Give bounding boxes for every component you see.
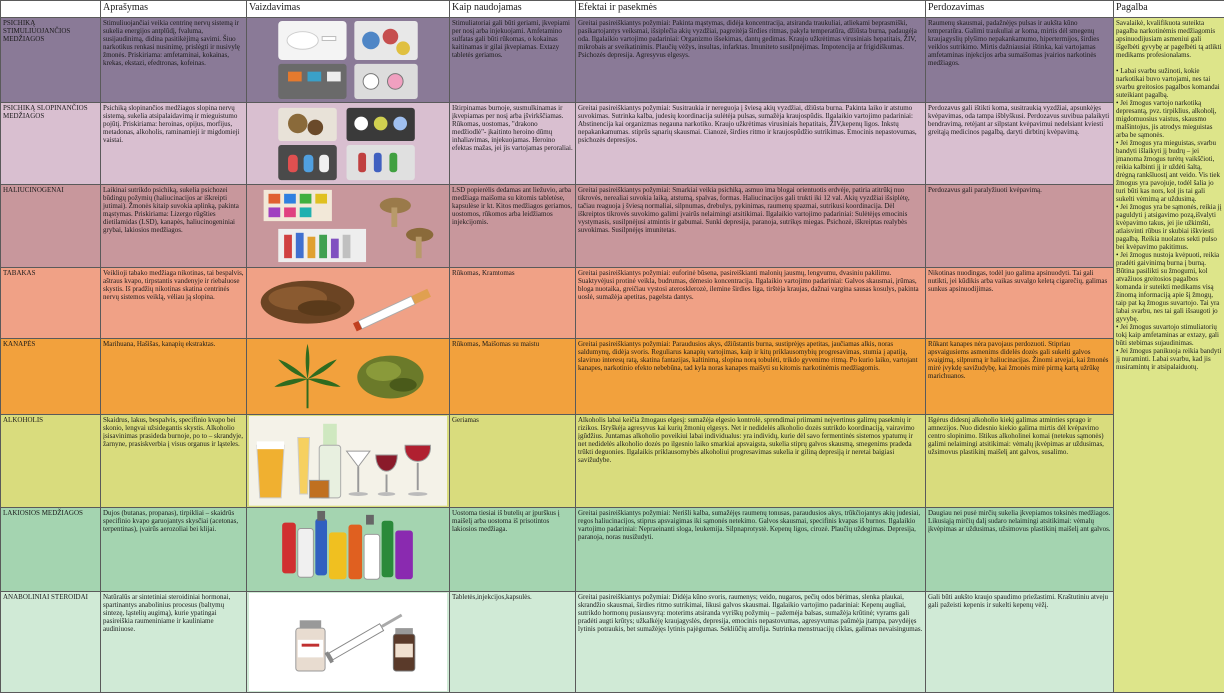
hallucinogens-image	[247, 184, 450, 267]
effects-cell[interactable]: Greitai pasireiškiantys požymiai: Smarkiai veikia psichiką, asmuo ima blogai orientuotis erdvėje, patiria atitrūkį nuo tikrovės, nerealiai suvokia laiką, atstumą, spalvas, formas. Haliucinacijos gali trukti iki 12 val. Akių vyzdžiai išsiplėtę, tačiau reaguoja į šviesą normaliai, silpnumas, drebulys, pykinimas, raumenų spazmai, sutrikusi koordinacija. Dėl iškreiptos tikrovės suvokimo galimi įvairūs nelaimingi atsitikimai. Ilgalaikio vartojimo padariniai: Sulėtėjęs emocinis vystymasis, susilpnėjusi atmintis ir gabumai. Sunki depresija, paranoja, sutrikęs miegas. Psichozė, iškreiptas realybės suvokimas. Susilpnėjęs imunitetas.	[576, 184, 926, 267]
description-cell[interactable]: Marihuana, Hašišas, kanapių ekstraktas.	[101, 339, 247, 415]
usage-cell[interactable]: Rūkomas, Kramtomas	[450, 267, 576, 338]
description-cell[interactable]: Stimuliuojančiai veikia centrinę nervų sistemą ir sukelia energijos antplūdį, fvaluma, susijaudinimą, didina pasitikėjimą savimi. Šiuo narkotikus renkasi nusinimę, prislėgti ir nusivylę žmonės. Priskiriama: amfetaminai, kokainas, krekas, ekstazi, efedtronas, kofeinas.	[101, 18, 247, 103]
table-row	[1, 508, 1224, 592]
usage-cell[interactable]: Uostoma tiesiai iš butelių ar įpurškus į maišelį arba uostoma iš prisotintos lakiosios medžiaga.	[450, 508, 576, 592]
category-cell[interactable]: ALKOHOLIS	[1, 415, 101, 508]
cannabis-image	[247, 339, 450, 415]
usage-cell[interactable]: LSD popierėlis dedamas ant liežuvio, arba medžiaga maišoma su kitomis tabletėse, kapsulėse ir kt. Kitos medžiagos geriamos, uostomos, rūkomos arba leidžiamos injekcijomis.	[450, 184, 576, 267]
overdose-cell[interactable]: Daugiau nei pusė mirčių sukelia įkvepiamos toksinės medžiagos. Likusiąją mirčių dalį sudaro nelaimingi atsitikimai: vėmalų įkvėpimas ar uždusimas, užsimovus plastikinį maišelį ant galvos.	[926, 508, 1114, 592]
table-row	[1, 267, 1224, 338]
header-row	[1, 1, 1224, 18]
stimulant-drugs-image	[247, 18, 450, 103]
header-description[interactable]: Aprašymas	[101, 1, 247, 18]
description-cell[interactable]: Veiklioji tabako medžiaga nikotinas, tai bespalvis, aštraus kvapo, tirpstantis vandenyje ir riebaluose skystis. Iš pradžių nikotinas skatina centrinės nervų sistemos veiklą, vėliau ją slopina.	[101, 267, 247, 338]
table-row	[1, 18, 1224, 103]
usage-cell[interactable]: Ištirpinamas burnoje, susmulkinamas ir įkvepiamas per nosį arba įšvirkščiamas. Rūkomas, uostomas, "drakono medžiodlė"- įkaitinto heroino dūmų inhaliavimas, injekuojamas. Heroino efektas mažas, jei jis vartojamas peroraliai.	[450, 102, 576, 184]
category-cell[interactable]: TABAKAS	[1, 267, 101, 338]
help-text: Savalaikė, kvalifikuota suteikta pagalba narkotinėmis medžiagomis apsinuodijusiam asmeniui gali išgelbėti gyvybę ar pagelbėti tą atlikti medikams profesionalams. • Labai svarbu sužinoti, kokie narkotikai buvo vartojami, nes tai svarbu greitosios pagalbos komandai suteikiant pagalbą. • Jei žmogus vartojo narkotiką depresantą, pvz. tirpiklius, alkoholį, migdomuosius vaistus, skausmo malšintojus, jis atrodys mieguistas arba be sąmonės. • Jei žmogus yra mieguistas, svarbu bandyti išlaikyti jį budrų – jei įmanoma žmogus turėtų vaikščioti, reikia kalbinti jį ir uždėti šaltą, drėgną rankšluostį ant veido. Vis tiek žmogus yra pavojuje, todėl šalia jo turi būti kas nors, kol jis tai gali sukelti vėmimą ar uždusimą. • Jei žmogus yra be sąmonės, reikia jį paguldyti į atsigavimo pozą,išvalyti kvėpavimo takus, jei jie užkimšti, atlaisvinti rūbus ir skubiai iškviesti pagalbą. Reikia nuolatos sekti pulso bei kvėpavimo pakitimus. • Jei žmogus nustoja kvėpuoti, reikia pradėti gaivinimą burna į burną. Būtina pasilikti su žmogumi, kol atvažiuos greitosios pagalbos komanda ir suteikti medikams visą žinomą informaciją apie šį žmogų, taip pat ką žmogus suvartojo. Tai yra labai svarbu, nes tai gali išsaugoti jo gyvybę. • Jei žmogus suvartojo stimuliatorių tokį kaip amfetaminas ar extazy, gali būti stebimas sujaudinimas. • Jei žmogus panikuoja reikia bandyti jį nuraminti. Labai svarbu, kad jis nusiramintų ir atsipalaiduotų.	[1116, 19, 1222, 371]
overdose-cell[interactable]: Rūkant kanapes nėra pavojaus perdozuoti. Stipriau apsvaigusiems asmenims didelės dozės gali sukelti galvos svaigimą, silpnumą ir haliucinacijas. Žinomi atvejai, kai žmonės mirė įvykdę savižudybę, kai žmonės mirė pirmą kartą užrūkę marichuanos.	[926, 339, 1114, 415]
description-cell[interactable]: Natūralūs ar sintetiniai steroidiniai hormonai, spartinantys anabolinius procesus (baltymų sintezę, ląstelių augimą), kurie ypatingai pasireiškia raumeniniame ir kauliniame audiniuose.	[101, 591, 247, 693]
category-cell[interactable]: PSICHIKĄ STIMULIUOJANČIOS MEDŽIAGOS	[1, 18, 101, 103]
table-row	[1, 102, 1224, 184]
description-cell[interactable]: Skaidrus, lakus, bespalvis, specifinio kvapo bei skonio, lengvai užsidegantis skystis. Alkoholio įsisavinimas prasideda burnoje, po to – skrandyje, žarnyne, prasiskverbia į visus organus ir ląsteles.	[101, 415, 247, 508]
overdose-cell[interactable]: Perdozavus gali paralyžiuoti kvėpavimą.	[926, 184, 1114, 267]
usage-cell[interactable]: Rūkomas, Maišomas su maistu	[450, 339, 576, 415]
category-cell[interactable]: LAKIOSIOS MEDŽIAGOS	[1, 508, 101, 592]
depressant-drugs-image	[247, 102, 450, 184]
effects-cell[interactable]: Greitai pasireiškiantys požymiai: euforinė būsena, pasireiškianti malonių jausmų, lengvumu, dvasiniu pakilimu. Suaktyvėjusi protinė veikla, budrumas, dėmesio koncentracija. Ilgalaikio vartojimo padariniai: Galvos skausmai, įrūmas, bloga nuotaika, greičiau vystosi aterosklerozė, ilemine širdies liga, tirštėja kraujas, dažnai vargina sausas kosulys, pakinta uoslė, sumažėja apetitas, pagelsta dantys.	[576, 267, 926, 338]
category-cell[interactable]: KANAPĖS	[1, 339, 101, 415]
header-category[interactable]	[1, 1, 101, 18]
overdose-cell[interactable]: Perdozavus gali ištikti koma, susitraukią vyzdžiai, apsunkėjęs kvėpavimas, oda tampa išblyškusi. Perdozavus suvibua palaikyti bendravimą, retėjant ar silpstant kvėpavimui nedelsiant kviesti greitąją medicinos pagalbą, daryti dirbtinį kvėpavimą.	[926, 102, 1114, 184]
category-cell[interactable]: ANABOLINIAI STEROIDAI	[1, 591, 101, 693]
effects-cell[interactable]: Greitai pasireiškiantys požymiai: Pakinta mąstymas, didėja koncentracija, atsiranda traukuliai, atliekami beprasmiški, pasikartojantys veiksmai, išsiplečia akių vyzdžiai, pagreitėja širdies ritmas, pakyla temperatūra, džiūsta burna, padaugėja oda. Ilgalaikio vartojimo padariniai: Organizmo išsekimas, dantų gedimas. Kraujo užkrėtimas virusiniais hepatitais, ŽIV, mikrobais ar sveikatinimis. Plaučių vėžys, insultas, infarktas. Imuniteto susilpnėjimas. Impotencija ar frigidiškumas. Psichozės depresija. Agresyvus elgesys.	[576, 18, 926, 103]
description-cell[interactable]: Laikinai sutrikdo psichiką, sukelia psichozei būdingų požymių (haliucinacijos ar iškreipti jutimai). Žmonės kitaip suvokia aplinką, pakinta mąstymas. Priskiriama: Lizergo rūgšties dietilamidas (LSD), kanapės, haliucinogeniniai grybai, lakiosios medžiagos.	[101, 184, 247, 267]
effects-cell[interactable]: Greitai pasireiškiantys požymiai: Nerišli kalba, sumažėjęs raumenų tonusas, paraudusios akys, trūkčiojantys akių judesiai, regos haliucinacijos, stiprus apsvaigimas iki sąmonės netekimo. Galvos skausmai, specifinis kvapas iš burnos. Ilgalaikio vartojimo padariniai: Nepraeinanti sloga, leukemija. Silpnaprotystė. Kepenų ligos, cirozė. Plaučių uždegimas. Depresija, paranoja, noras nusižudyti.	[576, 508, 926, 592]
table-row	[1, 339, 1224, 415]
effects-cell[interactable]: Greitai pasireiškiantys požymiai: Didėja kūno svoris, raumenys; veido, nugaros, pečių odos bėrimas, slenka plaukai, skrandžio skausmai, širdies ritmo sutrikimai, likusi galvos skausmai. Ilgalaikio vartojimo padariniai: Kepenų augliai, sutrikdo hormonų pusiausvyrą: moterims atsiranda vyriškų požymių – pažemėja balsas, sumažėja krūtinė; vyrams gali pradėti augti krūtys; užkalkėję kraujagyslės, depresija, emocinis nepastovumas, agresyvumas paūmėja įtampa, pavydėjęs lytinis potraukis, bet sumažėjęs lytinis pajėgumas. Sekliūčių atrofija. Sutrinka menstruacijų ciklas, galimas nevaisingumas.	[576, 591, 926, 693]
alcohol-image	[247, 415, 450, 508]
overdose-cell[interactable]: Raumenų skausmai, padažnėjęs pulsas ir aukšta kūno temperatūra. Galimi traukuliai ar koma, mirtis dėl smegenų kraujagyslių plyšimo nepakankamumo, hipertermijos, širdies veiklos sutrikimo. Mirtis dažniausiai ištinka, kai vartojamas amfetaminas injekcijos arba sumaišomas įvairios narkotinės medžiagos.	[926, 18, 1114, 103]
effects-cell[interactable]: Greitai pasireiškiantys požymiai: Susitraukia ir nereguoja į šviesą akių vyzdžiai, džiūsta burna. Pakinta laiko ir atstumo suvokimas. Sutrinka kalba, judesių koordinacija sulėtėja pulsas, sumažėja kraujospūdis. Ilgalaikio vartojimo padariniai: Abstinencija kai organizmas negauna narkotiko. Kraujo užkrėtimas virusiniais hepatitais, ŽIV,kepenų ligos. Inkstų nepakankamumas. stiprūs sąnarių skausmai. Cianozė, širdies ritmo ir kraujospūdžio sutrikimas. Emocinis nepastovumas, psichozės depresijos.	[576, 102, 926, 184]
inhalants-image	[247, 508, 450, 592]
description-cell[interactable]: Psichiką slopinančios medžiagos slopina nervų sistemą, sukelia atsipalaidavimą ir mieguistumo pojūtį. Priskiriama: heroinas, opijus, morfijus, metadonas, alkoholis, raminamieji ir migdomieji vaistai.	[101, 102, 247, 184]
steroids-image	[247, 591, 450, 693]
effects-cell[interactable]: Greitai pasireiškiantys požymiai: Paraudusios akys, džiūstantis burna, sustiprėjęs apetitas, jaučiamas alkis, noras saldumynų, didėja svoris. Reguliarus kanapių vartojimas, kaip ir kitų priklausomybių progresavimas, stumia į apatiją, slaviruo interesų ratą, skatina fantazijas, kaltinimą, slopina norą tobulėti, trikdo gyvenimo ritmą. Po kurio laiko, vartojant kanapes, narkotinio efekto nebebūna, tad kyla noras kanapes maišyti su kitomis narkotinėmis medžiagomis.	[576, 339, 926, 415]
table-row	[1, 415, 1224, 508]
category-cell[interactable]: HALIUCINOGENAI	[1, 184, 101, 267]
table-row	[1, 184, 1224, 267]
header-depiction[interactable]: Vaizdavimas	[247, 1, 450, 18]
tobacco-image	[247, 267, 450, 338]
category-cell[interactable]: PSICHIKĄ SLOPINANČIOS MEDŽIAGOS	[1, 102, 101, 184]
table-row	[1, 591, 1224, 693]
description-cell[interactable]: Dujos (butanas, propanas), tirpikliai – skaidrūs specifinio kvapo garuojantys skysčiai (acetonas, terpentinas), įvairūs aerozoliai bei klijai.	[101, 508, 247, 592]
usage-cell[interactable]: Stimuliatoriai gali būti geriami, įkvepiami per nosį arba injekuojami. Amfetamino sulfatas gali būti rūkomas, o kokainas kaitinamas ir gilai įkvepiamas. Extazy tabletės geriamos.	[450, 18, 576, 103]
effects-cell[interactable]: Alkoholis labai keičia žmogaus elgesį: sumažėja elgesio kontrolė, sprendimai priimami neįvertinus galimų pasekmių ir rizikos. Išryškėja agresyvus kai kurių žmonių elgesys. Net ir nedidelės alkoholio dozės sutrikdo koordinaciją, vairavimo įgūdžius. Juntamas alkoholio poveikiui labai individualus: yra individų, kurie dėl savo fermentinės sistemos ypatumų ir net nedidelės alkoholio dozės po ilgesnio laiko smarkiai apsvaigsta, sukelia stiprų galvos skausmą, smegenims pradeda trūkti deguonies. Ilgalaikis priklausomybės alkoholiui progresavimas sukelia ir giliną depresiją ir neretai baigiasi savižudybe.	[576, 415, 926, 508]
overdose-cell[interactable]: Gali būti aukšto kraujo spaudimo priežastimi. Kraštutiniu atveju gali pažeisti kepenis ir sukelti kepenų vėžį.	[926, 591, 1114, 693]
help-cell[interactable]	[1114, 18, 1224, 693]
overdose-cell[interactable]: Nikotinas nuodingas, todėl juo galima apsinuodyti. Tai gali nutikti, jei kūdikis arba vaikas suvalgo keletą cigarečių, galimas sunkus apsinuodijimas.	[926, 267, 1114, 338]
overdose-cell[interactable]: Išgėrus didesnį alkoholio kiekį galimas atminties sprago ir amnezijos. Nuo didesnio kiekio galima mirtis dėl kvėpavimo centro slopinimo. Ištikus alkoholinei komai (netekus sąmonės) galimi nelaimingi atsitikimai: vėmalų įkvėpimas ar uždusimas, užsimovus plastikinį maišelį ant galvos, susalimo.	[926, 415, 1114, 508]
header-effects[interactable]: Efektai ir pasekmės	[576, 1, 926, 18]
header-help[interactable]: Pagalba	[1114, 1, 1224, 18]
usage-cell[interactable]: Tabletės,injekcijos,kapsulės.	[450, 591, 576, 693]
header-overdose[interactable]: Perdozavimas	[926, 1, 1114, 18]
usage-cell[interactable]: Geriamas	[450, 415, 576, 508]
header-usage[interactable]: Kaip naudojamas	[450, 1, 576, 18]
